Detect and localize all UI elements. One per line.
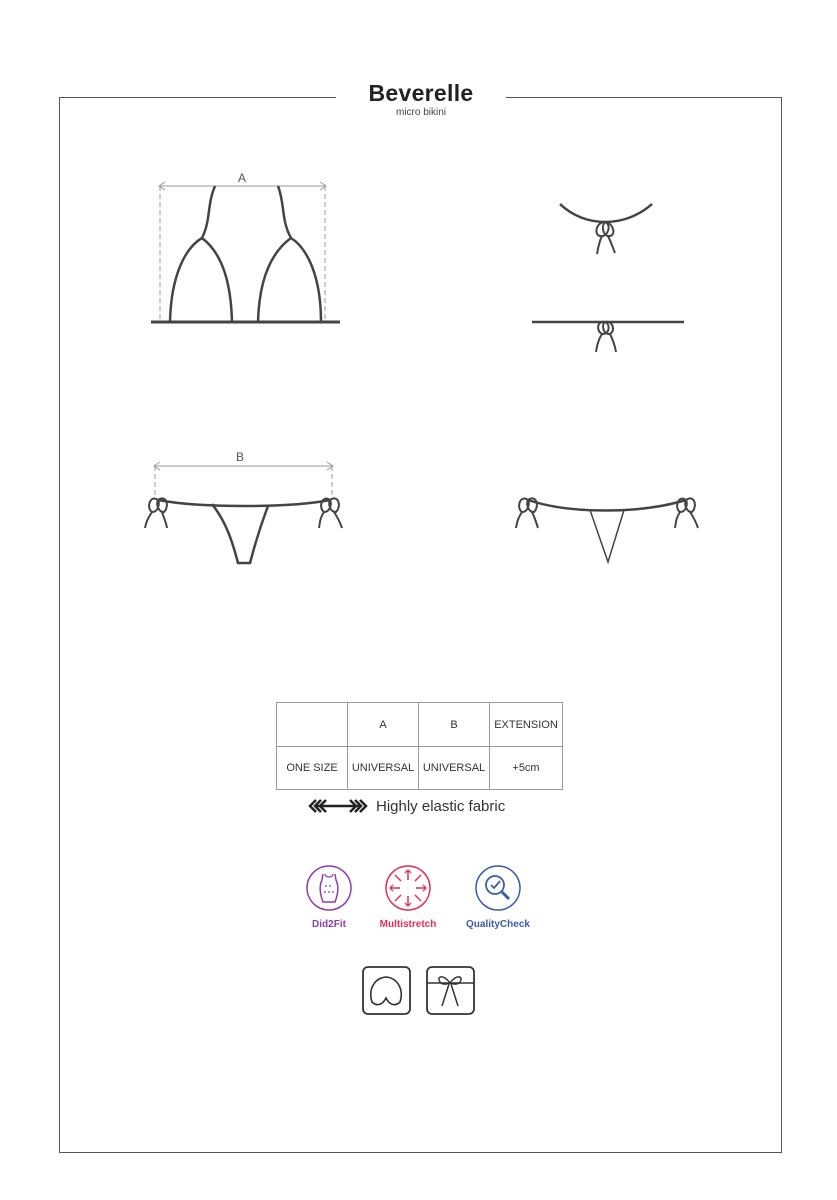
gift-bow-icon <box>426 966 476 1016</box>
feature-label: QualityCheck <box>466 919 530 930</box>
table-row <box>277 747 563 790</box>
bottom-back-diagram <box>510 490 705 570</box>
bra-front-diagram <box>145 168 345 328</box>
magnifier-check-icon <box>474 864 522 912</box>
dress-icon <box>305 864 353 912</box>
feature-label: Multistretch <box>379 919 437 930</box>
elastic-note <box>308 796 505 816</box>
stretch-arrows-icon <box>384 864 432 912</box>
table-header-cell: A <box>348 703 419 747</box>
cup-shape-icon <box>362 966 412 1016</box>
table-cell: +5cm <box>490 747 563 790</box>
stretch-arrow-icon <box>308 798 368 814</box>
table-cell: UNIVERSAL <box>348 747 419 790</box>
label-b: B <box>235 450 245 464</box>
product-type: micro bikini <box>395 107 446 118</box>
table-header-cell <box>277 703 348 747</box>
bra-back-neck-diagram <box>555 198 655 268</box>
table-cell: ONE SIZE <box>277 747 348 790</box>
elastic-note-label: Highly elastic fabric <box>376 797 506 815</box>
feature-qualitycheck <box>453 864 543 930</box>
table-header-cell: B <box>419 703 490 747</box>
title-block <box>336 76 506 136</box>
feature-label: Did2Fit <box>312 919 346 930</box>
product-name: Beverelle <box>368 80 474 106</box>
label-a: A <box>237 171 247 185</box>
bottom-front-diagram <box>140 450 355 570</box>
feature-did2fit <box>284 864 374 930</box>
table-cell: UNIVERSAL <box>419 747 490 790</box>
feature-multistretch <box>363 864 453 930</box>
size-table <box>276 702 563 790</box>
table-header-cell: EXTENSION <box>490 703 563 747</box>
bra-back-band-diagram <box>530 310 690 360</box>
table-header-row <box>277 703 563 747</box>
